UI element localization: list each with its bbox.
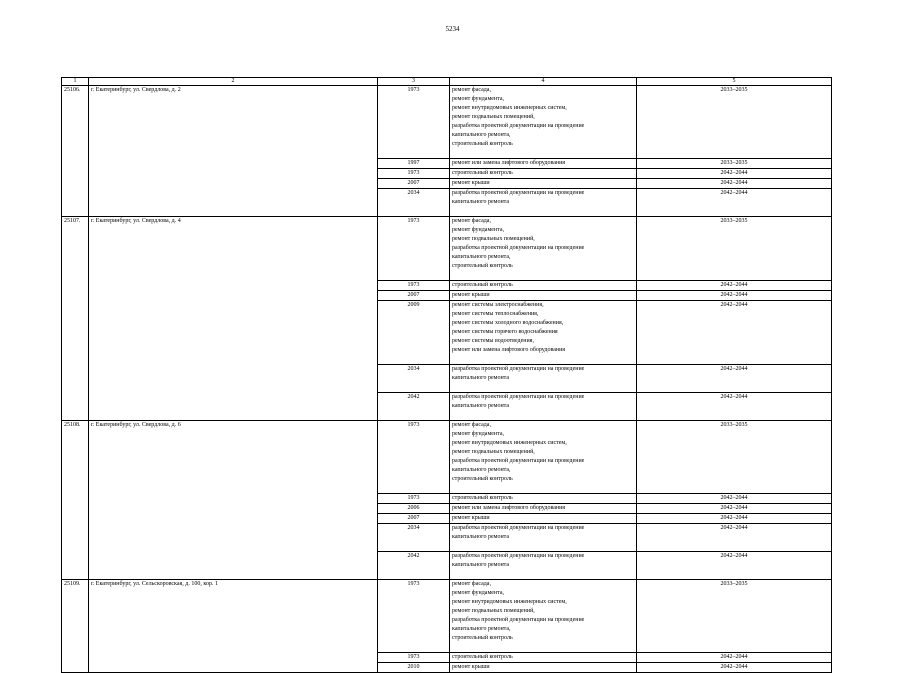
cell-spacer xyxy=(452,207,634,216)
commission-year: 1973 xyxy=(378,653,450,663)
works-cell xyxy=(450,217,637,281)
work-item: строительный контроль xyxy=(452,635,513,641)
work-item: строительный контроль xyxy=(452,282,513,288)
work-item: ремонт фундамента, xyxy=(452,227,504,233)
building-number: 25106. xyxy=(62,86,89,217)
repair-period: 2042–2044 xyxy=(637,281,832,291)
repair-period: 2042–2044 xyxy=(637,653,832,663)
building-number: 25109. xyxy=(62,580,89,673)
repair-period: 2033–2035 xyxy=(637,217,832,281)
works-cell xyxy=(450,421,637,494)
cell-spacer xyxy=(452,484,634,493)
work-item: строительный контроль xyxy=(452,141,513,147)
commission-year: 2010 xyxy=(378,663,450,673)
work-item: ремонт фасада, xyxy=(452,422,491,428)
work-item: ремонт фасада, xyxy=(452,581,491,587)
work-item: разработка проектной документации на проведение xyxy=(452,617,585,623)
work-item: капитального ремонта xyxy=(452,375,510,381)
work-item: ремонт или замена лифтового оборудования xyxy=(452,160,566,166)
work-item: ремонт или замена лифтового оборудования xyxy=(452,347,566,353)
building-number: 25108. xyxy=(62,421,89,580)
works-cell xyxy=(450,504,637,514)
work-item: капитального ремонта xyxy=(452,562,510,568)
work-item: ремонт системы электроснабжения, xyxy=(452,302,544,308)
work-item: ремонт системы холодного водоснабжения, xyxy=(452,320,564,326)
work-item: капитального ремонта xyxy=(452,534,510,540)
commission-year: 2034 xyxy=(378,524,450,552)
work-item: ремонт внутридомовых инженерных систем, xyxy=(452,599,567,605)
repair-period: 2042–2044 xyxy=(637,365,832,393)
column-header-2: 2 xyxy=(89,78,378,86)
table-row xyxy=(62,580,832,653)
work-item: разработка проектной документации на проведение xyxy=(452,553,585,559)
column-header-1: 1 xyxy=(62,78,89,86)
column-header-5: 5 xyxy=(637,78,832,86)
repair-period: 2042–2044 xyxy=(637,291,832,301)
commission-year: 1997 xyxy=(378,159,450,169)
work-item: ремонт подвальных помещений, xyxy=(452,114,535,120)
repair-period: 2033–2035 xyxy=(637,580,832,653)
commission-year: 2006 xyxy=(378,504,450,514)
work-item: ремонт фасада, xyxy=(452,87,491,93)
work-item: ремонт фасада, xyxy=(452,218,491,224)
cell-spacer xyxy=(452,383,634,392)
work-item: ремонт крыши xyxy=(452,292,490,298)
commission-year: 1973 xyxy=(378,86,450,159)
work-item: ремонт подвальных помещений, xyxy=(452,449,535,455)
work-item: ремонт подвальных помещений, xyxy=(452,608,535,614)
works-cell xyxy=(450,524,637,552)
works-cell xyxy=(450,580,637,653)
work-item: строительный контроль xyxy=(452,654,513,660)
work-item: ремонт крыши xyxy=(452,515,490,521)
works-cell xyxy=(450,514,637,524)
work-item: разработка проектной документации на проведение xyxy=(452,394,585,400)
repair-period: 2042–2044 xyxy=(637,552,832,580)
works-cell xyxy=(450,179,637,189)
commission-year: 1973 xyxy=(378,217,450,281)
works-cell xyxy=(450,86,637,159)
work-item: разработка проектной документации на проведение xyxy=(452,525,585,531)
work-item: капитального ремонта, xyxy=(452,254,511,260)
cell-spacer xyxy=(452,411,634,420)
commission-year: 1973 xyxy=(378,169,450,179)
work-item: капитального ремонта xyxy=(452,403,510,409)
works-cell xyxy=(450,552,637,580)
work-item: ремонт фундамента, xyxy=(452,431,504,437)
work-item: ремонт фундамента, xyxy=(452,590,504,596)
cell-spacer xyxy=(452,570,634,579)
cell-spacer xyxy=(452,271,634,280)
cell-spacer xyxy=(452,542,634,551)
work-item: ремонт системы водоотведения, xyxy=(452,338,534,344)
works-cell xyxy=(450,494,637,504)
cell-spacer xyxy=(452,643,634,652)
header-row xyxy=(62,78,832,86)
work-item: ремонт внутридомовых инженерных систем, xyxy=(452,440,567,446)
work-item: капитального ремонта, xyxy=(452,467,511,473)
commission-year: 2007 xyxy=(378,179,450,189)
building-address: г. Екатеринбург, ул. Свердлова, д. 6 xyxy=(89,421,378,580)
column-header-4: 4 xyxy=(450,78,637,86)
repair-period: 2033–2035 xyxy=(637,159,832,169)
work-item: ремонт системы горячего водоснабжения xyxy=(452,329,558,335)
building-address: г. Екатеринбург, ул. Свердлова, д. 2 xyxy=(89,86,378,217)
work-item: ремонт крыши xyxy=(452,180,490,186)
commission-year: 1973 xyxy=(378,281,450,291)
table-row xyxy=(62,421,832,494)
column-header-3: 3 xyxy=(378,78,450,86)
works-cell xyxy=(450,281,637,291)
repair-period: 2042–2044 xyxy=(637,189,832,217)
table-row xyxy=(62,86,832,159)
works-cell xyxy=(450,169,637,179)
repair-period: 2042–2044 xyxy=(637,179,832,189)
work-item: разработка проектной документации на проведение xyxy=(452,458,585,464)
repair-period: 2042–2044 xyxy=(637,169,832,179)
table-row xyxy=(62,217,832,281)
commission-year: 2042 xyxy=(378,552,450,580)
works-cell xyxy=(450,663,637,673)
work-item: ремонт крыши xyxy=(452,664,490,670)
repair-period: 2042–2044 xyxy=(637,663,832,673)
work-item: ремонт подвальных помещений, xyxy=(452,236,535,242)
work-item: ремонт или замена лифтового оборудования xyxy=(452,505,566,511)
repair-period: 2042–2044 xyxy=(637,494,832,504)
building-address: г. Екатеринбург, ул. Сельскоровская, д. 100, кор. 1 xyxy=(89,580,378,673)
table-body xyxy=(62,86,832,673)
repair-period: 2042–2044 xyxy=(637,504,832,514)
work-item: разработка проектной документации на проведение xyxy=(452,190,585,196)
work-item: строительный контроль xyxy=(452,495,513,501)
cell-spacer xyxy=(452,355,634,364)
work-item: ремонт системы теплоснабжения, xyxy=(452,311,539,317)
work-item: разработка проектной документации на проведение xyxy=(452,366,585,372)
commission-year: 1973 xyxy=(378,494,450,504)
works-cell xyxy=(450,653,637,663)
repair-period: 2042–2044 xyxy=(637,524,832,552)
works-cell xyxy=(450,393,637,421)
repair-period: 2042–2044 xyxy=(637,514,832,524)
repair-schedule-table xyxy=(61,77,832,673)
repair-period: 2042–2044 xyxy=(637,301,832,365)
works-cell xyxy=(450,159,637,169)
commission-year: 2007 xyxy=(378,514,450,524)
commission-year: 1973 xyxy=(378,421,450,494)
works-cell xyxy=(450,365,637,393)
commission-year: 2009 xyxy=(378,301,450,365)
repair-period: 2033–2035 xyxy=(637,421,832,494)
repair-period: 2033–2035 xyxy=(637,86,832,159)
work-item: разработка проектной документации на проведение xyxy=(452,245,585,251)
building-address: г. Екатеринбург, ул. Свердлова, д. 4 xyxy=(89,217,378,421)
commission-year: 2034 xyxy=(378,365,450,393)
works-cell xyxy=(450,189,637,217)
page-number: 5234 xyxy=(445,25,460,33)
commission-year: 1973 xyxy=(378,580,450,653)
commission-year: 2042 xyxy=(378,393,450,421)
work-item: ремонт фундамента, xyxy=(452,96,504,102)
building-number: 25107. xyxy=(62,217,89,421)
works-cell xyxy=(450,301,637,365)
commission-year: 2034 xyxy=(378,189,450,217)
work-item: разработка проектной документации на проведение xyxy=(452,123,585,129)
work-item: ремонт внутридомовых инженерных систем, xyxy=(452,105,567,111)
work-item: капитального ремонта xyxy=(452,199,510,205)
cell-spacer xyxy=(452,149,634,158)
work-item: капитального ремонта, xyxy=(452,132,511,138)
work-item: капитального ремонта, xyxy=(452,626,511,632)
works-cell xyxy=(450,291,637,301)
work-item: строительный контроль xyxy=(452,170,513,176)
commission-year: 2007 xyxy=(378,291,450,301)
work-item: строительный контроль xyxy=(452,476,513,482)
work-item: строительный контроль xyxy=(452,263,513,269)
repair-period: 2042–2044 xyxy=(637,393,832,421)
